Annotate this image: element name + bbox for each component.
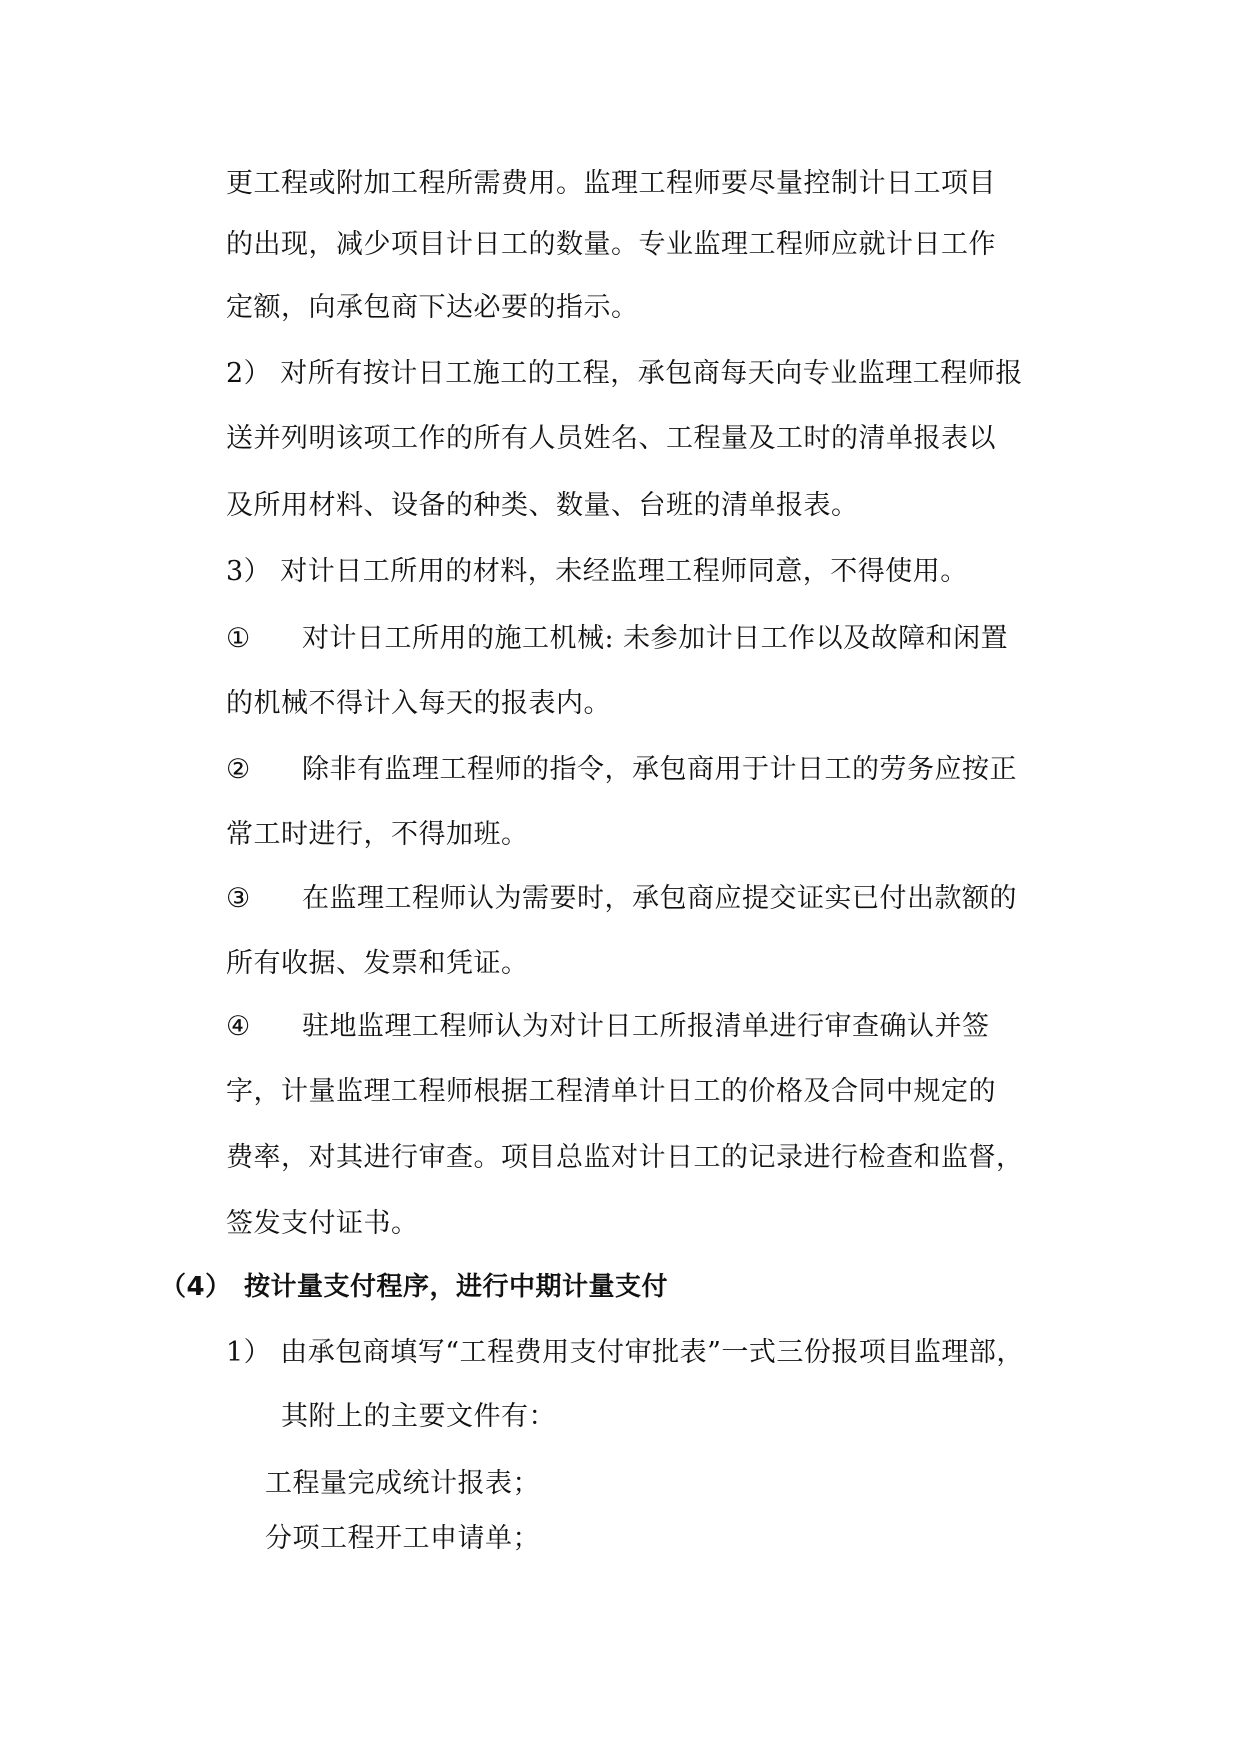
text-line: 费率，对其进行审查。项目总监对计日工的记录进行检查和监督， xyxy=(226,1142,1024,1173)
list-item xyxy=(226,752,1017,788)
text-line: 的机械不得计入每天的报表内。 xyxy=(226,688,611,719)
list-item xyxy=(226,621,1008,657)
list-item xyxy=(226,1009,990,1045)
item-text: 对计日工所用的施工机械: 未参加计日工作以及故障和闲置 xyxy=(302,623,1009,654)
text-line: 常工时进行，不得加班。 xyxy=(226,819,529,850)
list-item xyxy=(226,881,1017,917)
text-line: 字，计量监理工程师根据工程清单计日工的价格及合同中规定的 xyxy=(226,1076,996,1107)
item-text: 在监理工程师认为需要时，承包商应提交证实已付出款额的 xyxy=(302,883,1017,914)
item-marker: ① xyxy=(226,623,251,654)
text-line: 2） 对所有按计日工施工的工程，承包商每天向专业监理工程师报 xyxy=(226,358,1023,389)
item-marker: ④ xyxy=(226,1011,251,1042)
text-line: 所有收据、发票和凭证。 xyxy=(226,948,529,979)
text-line: 送并列明该项工作的所有人员姓名、工程量及工时的清单报表以 xyxy=(226,423,996,454)
attachment-item: 分项工程开工申请单； xyxy=(265,1523,540,1554)
section-heading xyxy=(160,1269,668,1305)
section-number: （4） xyxy=(160,1272,232,1302)
text-line: 的出现，减少项目计日工的数量。专业监理工程师应就计日工作 xyxy=(226,229,996,260)
item-marker: ③ xyxy=(226,883,251,914)
text-line: 更工程或附加工程所需费用。监理工程师要尽量控制计日工项目 xyxy=(226,168,996,199)
text-line: 其附上的主要文件有： xyxy=(281,1401,556,1432)
item-text: 除非有监理工程师的指令，承包商用于计日工的劳务应按正 xyxy=(302,754,1017,785)
text-line: 及所用材料、设备的种类、数量、台班的清单报表。 xyxy=(226,490,859,521)
item-text: 驻地监理工程师认为对计日工所报清单进行审查确认并签 xyxy=(302,1011,990,1042)
section-title: 按计量支付程序，进行中期计量支付 xyxy=(244,1272,669,1302)
text-line: 3） 对计日工所用的材料，未经监理工程师同意，不得使用。 xyxy=(226,556,968,587)
text-line: 定额，向承包商下达必要的指示。 xyxy=(226,292,639,323)
item-marker: ② xyxy=(226,754,251,785)
text-line: 签发支付证书。 xyxy=(226,1208,419,1239)
attachment-item: 工程量完成统计报表； xyxy=(265,1468,540,1499)
text-line: 1） 由承包商填写“工程费用支付审批表”一式三份报项目监理部， xyxy=(226,1337,1024,1368)
